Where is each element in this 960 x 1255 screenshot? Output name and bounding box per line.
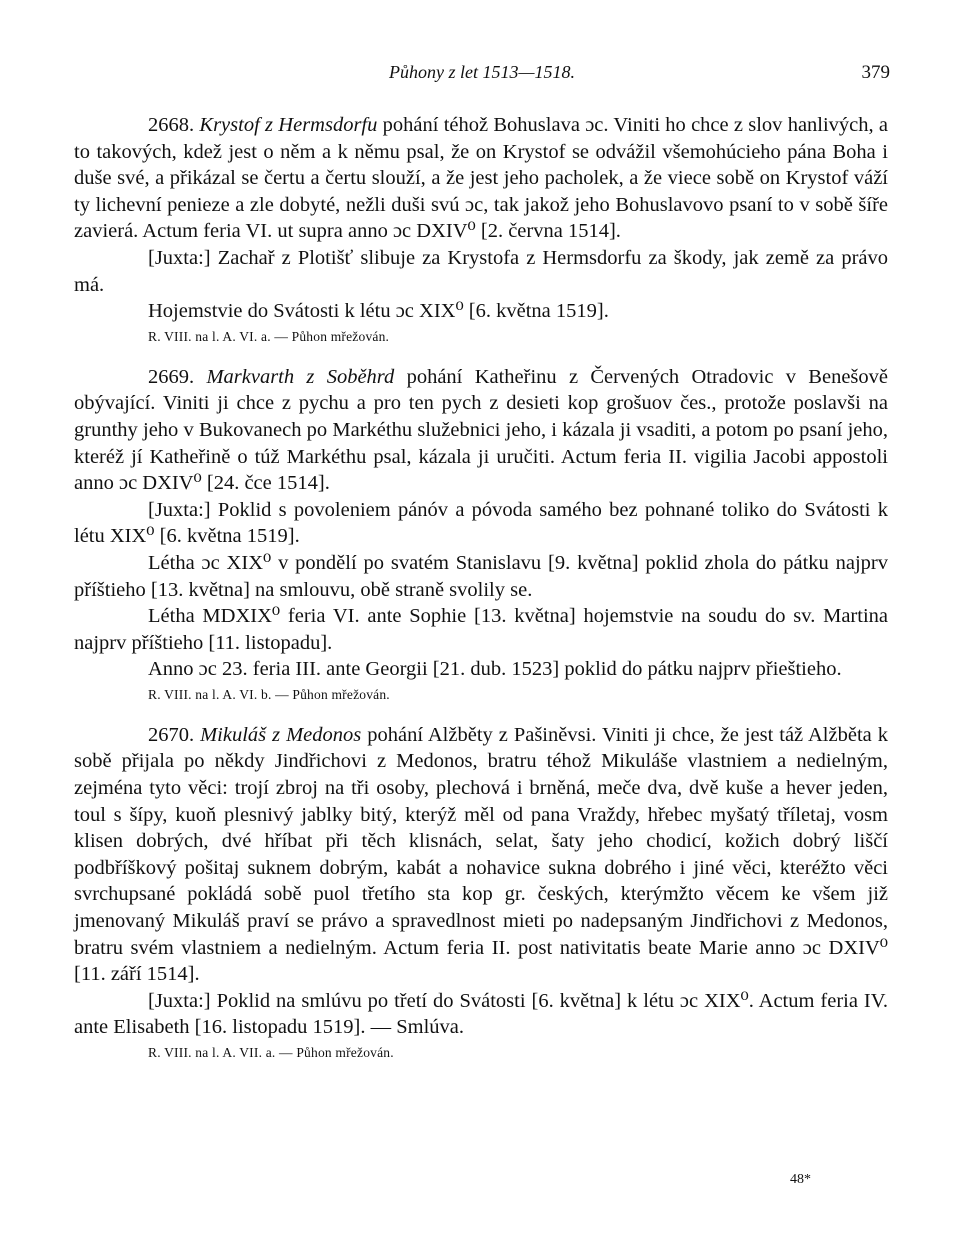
- entry-2670-paragraph: [74, 722, 888, 988]
- archival-reference: R. VIII. na l. A. VI. a. — Půhon mřežován.: [148, 328, 390, 344]
- juxta-note: [Juxta:] Poklid na smlúvu po třetí do Svátosti [6. května] k létu ɔc XIX⁰. Actum feria IV. ante Elisabeth [16. listopadu 1519]. — Smlúva.: [74, 989, 888, 1039]
- entry-text: pohání téhož Bohuslava ɔc. Viniti ho chce z slov hanlivých, a to takových, kdež jest o něm a k němu psal, že on Krystof se odvážil všemohúcieho pána Boha i duše své, a přikázal se čertu a čertu slouží, a že jest jeho pacholek, a že viece sobě on Krystof váží ty lichevní penieze a zle dobyté, nežli duši svú ɔc, tak jakož jeho Bohuslavovo psaní to v sobě šíře zavierá. Actum feria VI. ut supra anno ɔc DXIV⁰ [2. června 1514].: [74, 114, 889, 243]
- entry-number: 2669.: [148, 365, 195, 388]
- entry-2668-paragraph: [74, 112, 888, 245]
- note: Létha MDXIX⁰ feria VI. ante Sophie [13. května] hojemstvie na soudu do sv. Martina najprv příštieho [11. listopadu].: [74, 605, 888, 654]
- note: Létha ɔc XIX⁰ v pondělí po svatém Stanislavu [9. května] poklid zhola do pátku najprv příštieho [13. května] na smlouvu, obě straně svolily se.: [74, 551, 888, 601]
- entry-person-name: Markvarth z Soběhrd: [206, 365, 395, 388]
- page-number: 379: [861, 62, 890, 83]
- juxta-note: [Juxta:] Zachař z Plotišť slibuje za Krystofa z Hermsdorfu za škody, jak země za právo má.: [74, 246, 888, 296]
- entry-person-name: Krystof z Hermsdorfu: [199, 114, 378, 136]
- body-text: [74, 112, 888, 1062]
- archival-reference: R. VIII. na l. A. VI. b. — Půhon mřežován.: [148, 686, 390, 702]
- entry-person-name: Mikuláš z Medonos: [200, 723, 362, 746]
- entry-text: pohání Alžběty z Pašiněvsi. Viniti ji chce, že jest táž Alžběta k sobě přijala po někdy Jindřichovi z Medonos, bratru téhož Mikuláše vlastniem a nedielným, zejména tyto věci: trojí zbroj na tři osoby, plechová i brněná, meče dva, dvě kuše a hever jeden, toul s šípy, kuoň plesnivý jablky bitý, kterýž měl od pana Vraždy, hřebec myšatý tříletaj, vosm klisen dobrých, dvé hříbat při těch klisnách, selat, šaty jeho chodicí, kožich dobrý liščí podbříškový pošitaj suknem dobrým, kabát a nohavice sukna dobrého i jiné věci, kteréžto věci svrchupsané pokládá sobě puol třetího sta kop gr. českých, kterýmžto věcem ke všem již jmenovaný Mikuláš praví se právo a spravedlnost mieti po nadepsaným Jindřichovi z Medonos, bratru svém vlastniem a nedielným. Actum feria II. post nativitatis beate Marie anno ɔc DXIV⁰ [11. září 1514].: [74, 723, 888, 986]
- juxta-note: [Juxta:] Poklid s povoleniem pánóv a póvoda samého bez pohnané toliko do Svátosti k létu XIX⁰ [6. května 1519].: [74, 498, 888, 548]
- entry-2669-paragraph: [74, 364, 888, 497]
- note: Anno ɔc 23. feria III. ante Georgii [21. dub. 1523] poklid do pátku najprv přieštieho.: [148, 658, 842, 681]
- entry-number: 2668.: [148, 114, 195, 136]
- entry-number: 2670.: [148, 723, 195, 746]
- header-title: Půhony z let 1513—1518.: [389, 62, 575, 82]
- note: Hojemstvie do Svátosti k létu ɔc XIX⁰ [6. května 1519].: [148, 300, 609, 323]
- entry-text: pohání Katheřinu z Červených Otradovic v Benešově obývající. Viniti ji chce z pychu a pro ten pych z desieti kop grošuov čes., protože poslavši na grunthy jeho v Bukovanech po Markéthu služebnici jeho, i kázala ji vsaditi, a potom po psaní jeho, kteréž jí Katheřině o túž Markéthu psal, kázala ji uručiti. Actum feria II. vigilia Jacobi appostoli anno ɔc DXIV⁰ [24. čce 1514].: [74, 365, 889, 495]
- running-header: [74, 62, 890, 90]
- signature-mark: 48*: [790, 1172, 811, 1187]
- archival-reference: R. VIII. na l. A. VII. a. — Půhon mřežován.: [148, 1045, 394, 1060]
